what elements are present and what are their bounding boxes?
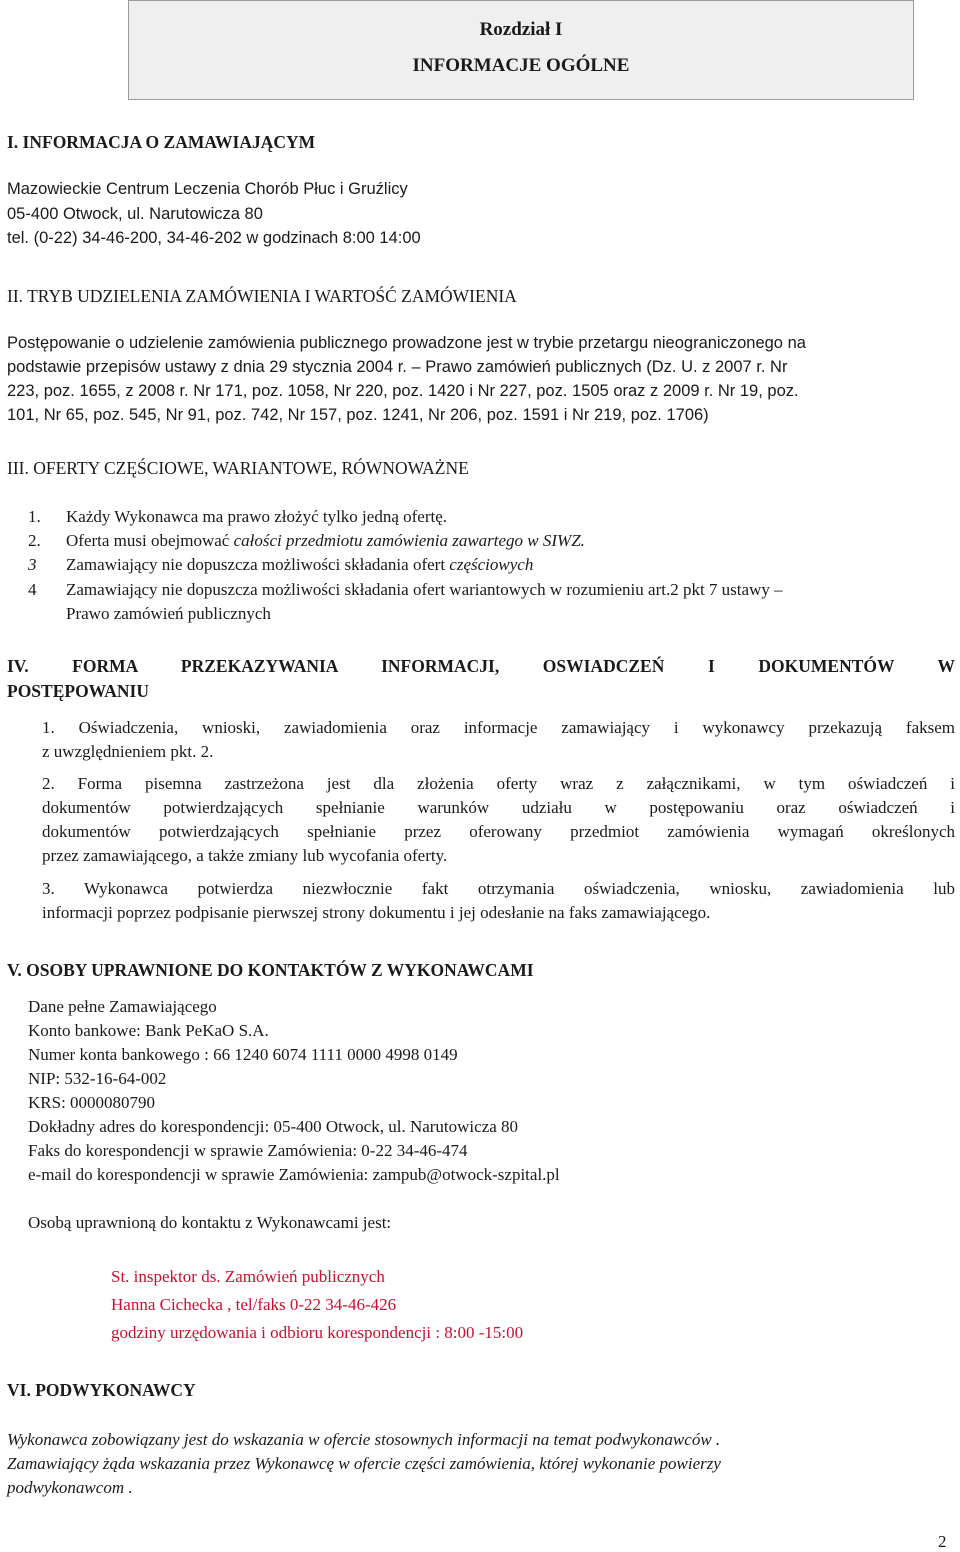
list-number: 3 bbox=[28, 555, 37, 574]
section-4-paragraph: z uwzględnieniem pkt. 2. bbox=[42, 742, 214, 761]
contact-hours: godziny urzędowania i odbioru korespondencji : 8:00 -15:00 bbox=[111, 1323, 524, 1342]
list-item-text: Zamawiający nie dopuszcza możliwości składania ofert wariantowych w rozumieniu art.2 pkt 7 ustawy – bbox=[66, 580, 783, 599]
subcontractor-line: Zamawiający żąda wskazania przez Wykonawcę w ofercie części zamówienia, której wykonanie powierzy bbox=[7, 1454, 721, 1473]
orderer-detail: Konto bankowe: Bank PeKaO S.A. bbox=[28, 1021, 269, 1040]
chapter-header-box bbox=[128, 0, 914, 100]
list-number: 2. bbox=[28, 531, 41, 550]
section-4-heading: IV. FORMA PRZEKAZYWANIA INFORMACJI, OSWIADCZEŃ I DOKUMENTÓW W bbox=[7, 656, 955, 676]
subcontractor-line: Wykonawca zobowiązany jest do wskazania w ofercie stosownych informacji na temat podwykonawców . bbox=[7, 1430, 721, 1449]
orderer-phone: tel. (0-22) 34-46-200, 34-46-202 w godzinach 8:00 14:00 bbox=[7, 229, 421, 247]
section-4-paragraph: 3. Wykonawca potwierdza niezwłocznie fakt otrzymania oświadczenia, wniosku, zawiadomienia lub bbox=[42, 879, 955, 898]
orderer-detail: Faks do korespondencji w sprawie Zamówienia: 0-22 34-46-474 bbox=[28, 1141, 468, 1160]
page-number: 2 bbox=[938, 1532, 947, 1551]
list-item-text: Każdy Wykonawca ma prawo złożyć tylko jedną ofertę. bbox=[66, 507, 448, 526]
list-item-text: Zamawiający nie dopuszcza możliwości składania ofert częściowych bbox=[66, 555, 534, 574]
orderer-detail: KRS: 0000080790 bbox=[28, 1093, 156, 1112]
procedure-line: Postępowanie o udzielenie zamówienia publicznego prowadzone jest w trybie przetargu nieograniczonego na bbox=[7, 334, 806, 352]
contact-name: Hanna Cichecka , tel/faks 0-22 34-46-426 bbox=[111, 1295, 397, 1314]
section-4-paragraph: dokumentów potwierdzających spełnianie warunków udziału w postępowaniu oraz oświadczeń i bbox=[42, 798, 955, 817]
section-6-heading: VI. PODWYKONAWCY bbox=[7, 1380, 196, 1400]
orderer-address: 05-400 Otwock, ul. Narutowicza 80 bbox=[7, 205, 263, 223]
contact-intro: Osobą uprawnioną do kontaktu z Wykonawcami jest: bbox=[28, 1213, 392, 1232]
contact-title: St. inspektor ds. Zamówień publicznych bbox=[111, 1267, 385, 1286]
orderer-detail: NIP: 532-16-64-002 bbox=[28, 1069, 167, 1088]
orderer-detail: Dane pełne Zamawiającego bbox=[28, 997, 217, 1016]
chapter-number: Rozdział I bbox=[479, 19, 563, 40]
section-2-heading: II. TRYB UDZIELENIA ZAMÓWIENIA I WARTOŚĆ ZAMÓWIENIA bbox=[7, 286, 517, 306]
orderer-detail: Numer konta bankowego : 66 1240 6074 1111 0000 4998 0149 bbox=[28, 1045, 458, 1064]
list-number: 4 bbox=[28, 580, 37, 599]
section-4-paragraph: dokumentów potwierdzających spełnianie przez oferowany przedmiot zamówienia wymagań określonych bbox=[42, 822, 955, 841]
procedure-line: 223, poz. 1655, z 2008 r. Nr 171, poz. 1058, Nr 220, poz. 1420 i Nr 227, poz. 1505 oraz z 2009 r. Nr 19, poz. bbox=[7, 382, 799, 400]
orderer-name: Mazowieckie Centrum Leczenia Chorób Płuc i Gruźlicy bbox=[7, 180, 408, 198]
list-item-text: Prawo zamówień publicznych bbox=[66, 604, 271, 623]
list-item-text: Oferta musi obejmować całości przedmiotu zamówienia zawartego w SIWZ. bbox=[66, 531, 585, 550]
section-5-heading: V. OSOBY UPRAWNIONE DO KONTAKTÓW Z WYKONAWCAMI bbox=[7, 960, 534, 980]
procedure-line: podstawie przepisów ustawy z dnia 29 stycznia 2004 r. – Prawo zamówień publicznych (Dz. U. z 2007 r. Nr bbox=[7, 358, 788, 376]
orderer-detail: e-mail do korespondencji w sprawie Zamówienia: zampub@otwock-szpital.pl bbox=[28, 1165, 560, 1184]
section-4-paragraph: informacji poprzez podpisanie pierwszej strony dokumentu i jej odesłanie na faks zamawiającego. bbox=[42, 903, 711, 922]
section-3-heading: III. OFERTY CZĘŚCIOWE, WARIANTOWE, RÓWNOWAŻNE bbox=[7, 458, 469, 478]
procedure-line: 101, Nr 65, poz. 545, Nr 91, poz. 742, Nr 157, poz. 1241, Nr 206, poz. 1591 i Nr 219, poz. 1706) bbox=[7, 406, 709, 424]
subcontractor-line: podwykonawcom . bbox=[7, 1478, 133, 1497]
orderer-detail: Dokładny adres do korespondencji: 05-400 Otwock, ul. Narutowicza 80 bbox=[28, 1117, 519, 1136]
section-4-paragraph: 1. Oświadczenia, wnioski, zawiadomienia oraz informacje zamawiający i wykonawcy przekazują faksem bbox=[42, 718, 955, 737]
section-4-heading-cont: POSTĘPOWANIU bbox=[7, 681, 149, 701]
section-4-paragraph: 2. Forma pisemna zastrzeżona jest dla złożenia oferty wraz z załącznikami, w tym oświadczeń i bbox=[42, 774, 955, 793]
section-4-paragraph: przez zamawiającego, a także zmiany lub wycofania oferty. bbox=[42, 846, 448, 865]
list-number: 1. bbox=[28, 507, 41, 526]
section-1-heading: I. INFORMACJA O ZAMAWIAJĄCYM bbox=[7, 132, 316, 152]
chapter-title: INFORMACJE OGÓLNE bbox=[412, 55, 630, 76]
